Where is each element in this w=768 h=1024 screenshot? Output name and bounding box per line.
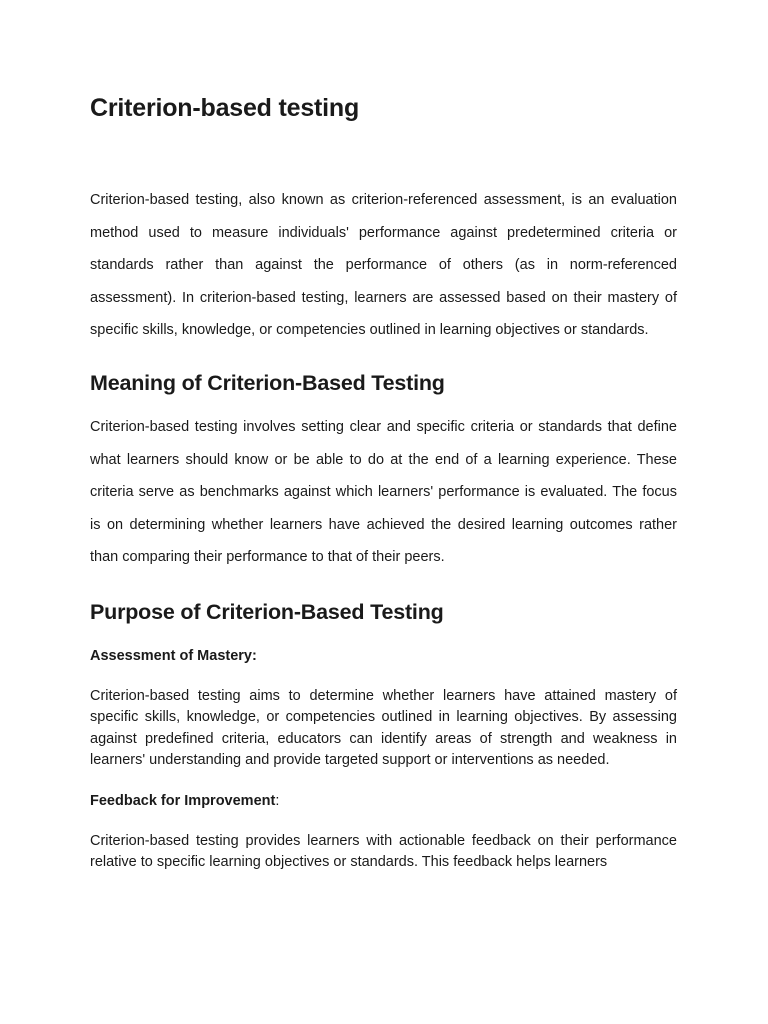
feedback-label: Feedback for Improvement [90,792,276,809]
meaning-paragraph: Criterion-based testing involves setting clear and specific criteria or standards that define what learners should know or be able to do at the end of a learning experience. These criteria serve as benchmarks against which learners' performance is evaluated. The focus is on determining whether learners have achieved the desired learning outcomes rather than comparing their performance to that of their peers. [90,418,677,566]
section-heading-purpose: Purpose of Criterion-Based Testing [90,599,444,624]
feedback-label-colon: : [275,792,280,809]
intro-paragraph: Criterion-based testing, also known as criterion-referenced assessment, is an evaluation method used to measure individuals' performance against predetermined criteria or standards rather than against the performance of others (as in norm-referenced assessment). In criterion-based testing, learners are assessed based on their mastery of specific skills, knowledge, or competencies outlined in learning objectives or standards. [90,192,677,339]
document-title: Criterion-based testing [90,94,360,122]
feedback-paragraph: Criterion-based testing provides learners with actionable feedback on their performance relative to specific learning objectives or standards. This feedback helps learners [90,832,677,871]
document-content [90,92,677,874]
subheading-assessment-of-mastery: Assessment of Mastery: [90,647,257,664]
mastery-paragraph: Criterion-based testing aims to determine whether learners have attained mastery of specific skills, knowledge, or competencies outlined in learning objectives. By assessing against predefined criteria, educators can identify areas of strength and weakness in learners' understanding and provide targeted support or interventions as needed. [90,687,677,769]
section-heading-meaning: Meaning of Criterion-Based Testing [90,370,445,395]
subheading-feedback-for-improvement [90,791,677,812]
